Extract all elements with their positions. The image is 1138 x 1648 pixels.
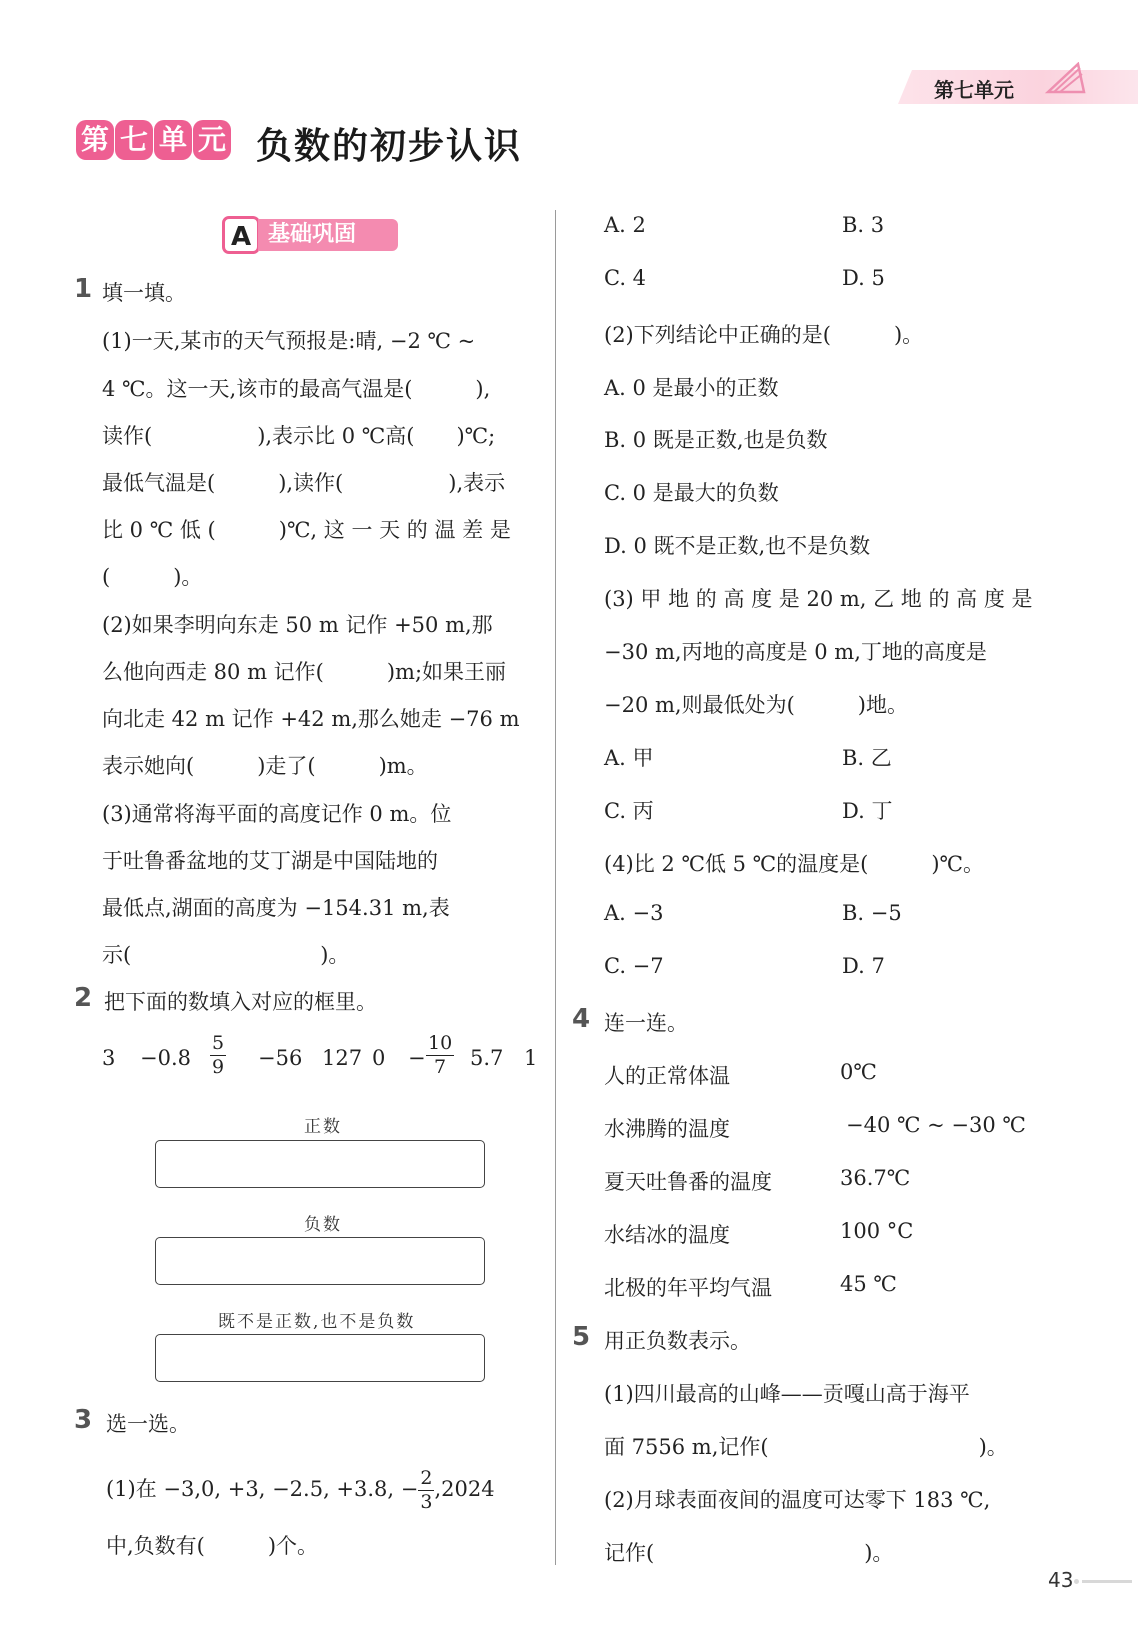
match-left-item[interactable]: 夏天吐鲁番的温度 xyxy=(604,1170,772,1194)
q1-line: ( )。 xyxy=(102,565,203,589)
question-heading: 连一连。 xyxy=(604,1011,688,1035)
ruler-icon xyxy=(1044,62,1088,96)
q5-line: (2)月球表面夜间的温度可达零下 183 ℃, xyxy=(604,1488,991,1512)
option: A. −3 xyxy=(604,901,664,925)
match-right-item[interactable]: −40 ℃ ~ −30 ℃ xyxy=(846,1113,1026,1137)
q3-p2-stem: (2)下列结论中正确的是( )。 xyxy=(604,323,924,347)
box-label-positive: 正数 xyxy=(304,1117,342,1137)
unit-header-label: 第七单元 xyxy=(934,78,1014,102)
option: C. −7 xyxy=(604,954,664,978)
fraction-denominator: 7 xyxy=(434,1056,447,1078)
unit-title-badge xyxy=(76,120,232,164)
option: A. 甲 xyxy=(604,746,654,770)
number-item: 3 xyxy=(102,1046,116,1070)
q1-line: (3)通常将海平面的高度记作 0 m。位 xyxy=(102,802,452,826)
number-item: 127 xyxy=(322,1046,363,1070)
match-left-item[interactable]: 水沸腾的温度 xyxy=(604,1117,730,1141)
fraction-denominator: 3 xyxy=(420,1491,433,1513)
option: D. 丁 xyxy=(842,799,893,823)
option: A. 0 是最小的正数 xyxy=(604,376,779,400)
fraction-numerator: 2 xyxy=(420,1467,433,1489)
question-number: 1 xyxy=(74,274,93,304)
unit-title-char: 单 xyxy=(154,120,192,160)
option: B. 乙 xyxy=(842,746,892,770)
page-number: 43 xyxy=(1048,1568,1074,1592)
box-label-negative: 负数 xyxy=(304,1215,342,1235)
q3-p1-text: (1)在 −3,0, +3, −2.5, +3.8, − xyxy=(106,1477,419,1501)
match-left-item[interactable]: 北极的年平均气温 xyxy=(604,1276,772,1300)
q3-p1-line xyxy=(106,1469,495,1512)
section-label: 基础巩固 xyxy=(258,219,398,251)
question-heading: 选一选。 xyxy=(106,1412,190,1436)
box-label-neither: 既不是正数,也不是负数 xyxy=(218,1312,416,1332)
page-number-rule xyxy=(1082,1580,1132,1583)
number-sign: − xyxy=(408,1046,426,1070)
match-right-item[interactable]: 0℃ xyxy=(840,1060,877,1084)
unit-title-char: 七 xyxy=(115,120,153,160)
question-heading: 填一填。 xyxy=(102,281,186,305)
match-right-item[interactable]: 100 °C xyxy=(840,1219,914,1243)
option: B. 3 xyxy=(842,213,885,237)
question-heading: 用正负数表示。 xyxy=(604,1329,751,1353)
option: D. 7 xyxy=(842,954,885,978)
fraction xyxy=(418,1469,434,1512)
number-item: −56 xyxy=(258,1046,303,1070)
section-badge xyxy=(222,216,398,254)
q1-line: 最低点,湖面的高度为 −154.31 m,表 xyxy=(102,896,450,920)
q1-line: 读作( ),表示比 0 ℃高( )℃; xyxy=(102,424,496,448)
negative-answer-box[interactable] xyxy=(155,1237,485,1285)
unit-title-char: 第 xyxy=(76,120,114,160)
q3-p4-stem: (4)比 2 ℃低 5 ℃的温度是( )℃。 xyxy=(604,852,985,876)
number-item: 1 xyxy=(524,1046,538,1070)
question-number: 5 xyxy=(572,1322,591,1352)
column-divider xyxy=(555,210,556,1565)
q1-line: 么他向西走 80 m 记作( )m;如果王丽 xyxy=(102,660,507,684)
match-left-item[interactable]: 人的正常体温 xyxy=(604,1064,730,1088)
page-title: 负数的初步认识 xyxy=(256,126,523,167)
q1-line: (2)如果李明向东走 50 m 记作 +50 m,那 xyxy=(102,613,493,637)
question-number: 2 xyxy=(74,983,93,1013)
neither-answer-box[interactable] xyxy=(155,1334,485,1382)
fraction-numerator: 5 xyxy=(212,1032,225,1054)
q1-line: 示( )。 xyxy=(102,943,350,967)
fraction xyxy=(426,1034,454,1077)
q1-line: (1)一天,某市的天气预报是:晴, −2 ℃ ~ xyxy=(102,329,476,353)
q5-line: 面 7556 m,记作( )。 xyxy=(604,1435,1008,1459)
question-number: 4 xyxy=(572,1004,591,1034)
match-right-item[interactable]: 45 ℃ xyxy=(840,1272,897,1296)
q5-line: (1)四川最高的山峰——贡嘎山高于海平 xyxy=(604,1382,970,1406)
section-letter: A xyxy=(222,216,260,254)
number-item: 5.7 xyxy=(470,1046,504,1070)
fraction xyxy=(210,1034,226,1077)
q3-p1-line: 中,负数有( )个。 xyxy=(106,1534,319,1558)
match-right-item[interactable]: 36.7℃ xyxy=(840,1166,911,1190)
option: C. 丙 xyxy=(604,799,654,823)
q5-line: 记作( )。 xyxy=(604,1541,894,1565)
q1-line: 比 0 ℃ 低 ( )℃, 这 一 天 的 温 差 是 xyxy=(102,518,511,542)
fraction-denominator: 9 xyxy=(212,1056,225,1078)
unit-title-char: 元 xyxy=(193,120,231,160)
q3-p3-line: −20 m,则最低处为( )地。 xyxy=(604,693,908,717)
q3-p3-line: −30 m,丙地的高度是 0 m,丁地的高度是 xyxy=(604,640,987,664)
option: B. 0 既是正数,也是负数 xyxy=(604,428,828,452)
positive-answer-box[interactable] xyxy=(155,1140,485,1188)
number-item: −0.8 xyxy=(140,1046,191,1070)
page-number-dot xyxy=(1074,1579,1079,1584)
q1-line: 4 ℃。这一天,该市的最高气温是( ), xyxy=(102,377,491,401)
option: B. −5 xyxy=(842,901,902,925)
question-heading: 把下面的数填入对应的框里。 xyxy=(104,990,377,1014)
q1-line: 最低气温是( ),读作( ),表示 xyxy=(102,471,506,495)
number-item: 0 xyxy=(372,1046,386,1070)
option: D. 0 既不是正数,也不是负数 xyxy=(604,534,871,558)
fraction-numerator: 10 xyxy=(428,1032,453,1054)
q1-line: 表示她向( )走了( )m。 xyxy=(102,754,428,778)
match-left-item[interactable]: 水结冰的温度 xyxy=(604,1223,730,1247)
q3-p3-line: (3) 甲 地 的 高 度 是 20 m, 乙 地 的 高 度 是 xyxy=(604,587,1033,611)
option: A. 2 xyxy=(604,213,646,237)
option: D. 5 xyxy=(842,266,885,290)
q1-line: 向北走 42 m 记作 +42 m,那么她走 −76 m xyxy=(102,707,520,731)
q3-p1-text: ,2024 xyxy=(434,1477,495,1501)
q1-line: 于吐鲁番盆地的艾丁湖是中国陆地的 xyxy=(102,849,438,873)
question-number: 3 xyxy=(74,1405,93,1435)
option: C. 4 xyxy=(604,266,647,290)
option: C. 0 是最大的负数 xyxy=(604,481,779,505)
